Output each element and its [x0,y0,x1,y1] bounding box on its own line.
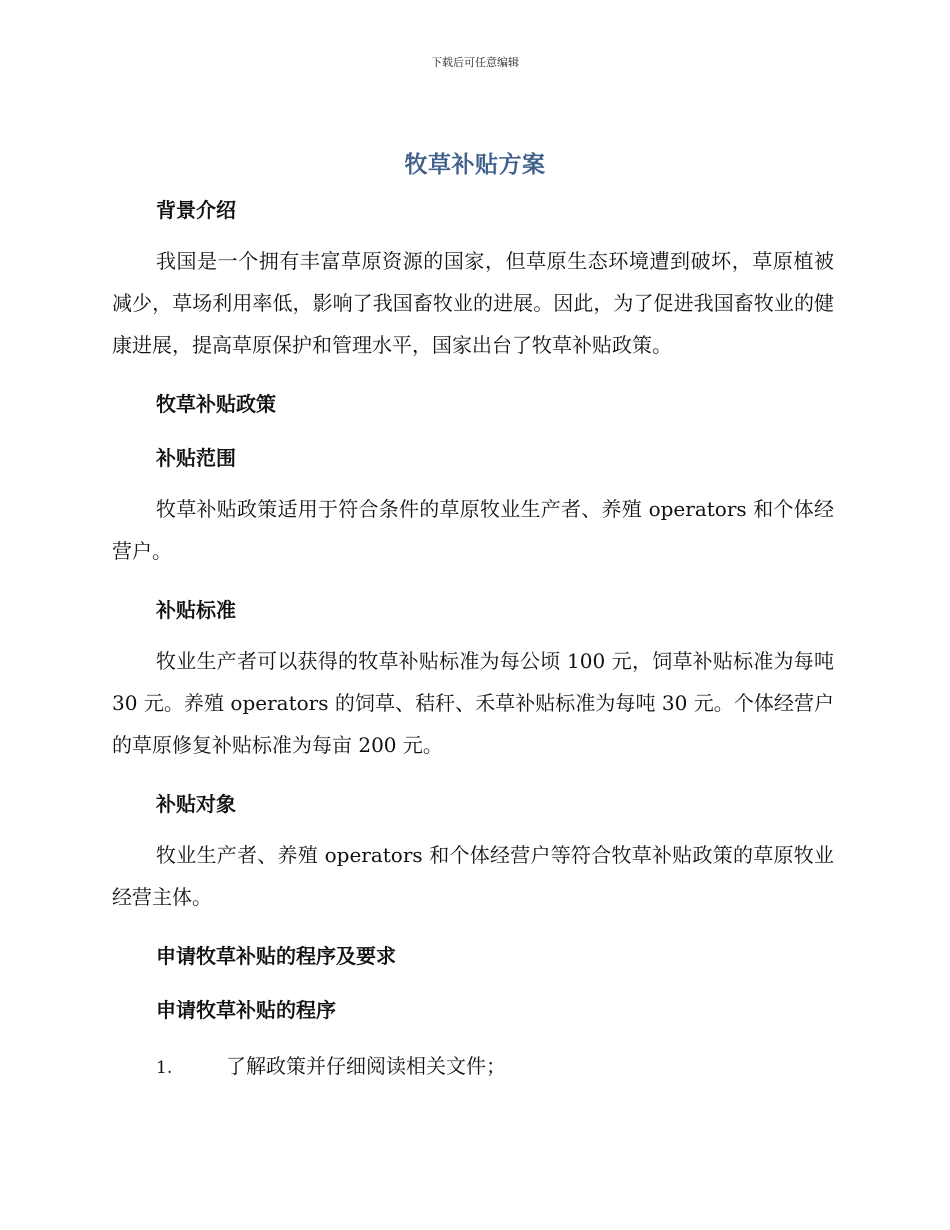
page-header-note: 下载后可任意编辑 [431,56,519,69]
heading-policy: 牧草补贴政策 [156,392,276,416]
list-item-text: 了解政策并仔细阅读相关文件； [226,1054,506,1078]
document-title: 牧草补贴方案 [404,152,546,178]
heading-apply: 申请牧草补贴的程序及要求 [156,944,396,968]
heading-procedure: 申请牧草补贴的程序 [156,998,336,1022]
heading-target: 补贴对象 [156,792,236,816]
heading-scope: 补贴范围 [156,446,236,470]
list-item-number: 1. [156,1058,173,1078]
paragraph-background: 我国是一个拥有丰富草原资源的国家，但草原生态环境遭到破坏，草原植被减少，草场利用率低，影响了我国畜牧业的进展。因此，为了促进我国畜牧业的健康进展，提高草原保护和管理水平，国家出台了牧草补贴政策。 [112,249,834,357]
paragraph-standard: 牧业生产者可以获得的牧草补贴标准为每公顷 100 元，饲草补贴标准为每吨 30 元。养殖 operators 的饲草、秸秆、禾草补贴标准为每吨 30 元。个体经营户的草原修复补贴标准为每亩 200 元。 [112,649,834,757]
paragraph-scope: 牧草补贴政策适用于符合条件的草原牧业生产者、养殖 operators 和个体经营户。 [112,497,834,563]
list-item [156,1050,506,1079]
heading-background: 背景介绍 [156,198,236,222]
heading-standard: 补贴标准 [156,598,236,622]
paragraph-target: 牧业生产者、养殖 operators 和个体经营户等符合牧草补贴政策的草原牧业经营主体。 [112,843,834,909]
